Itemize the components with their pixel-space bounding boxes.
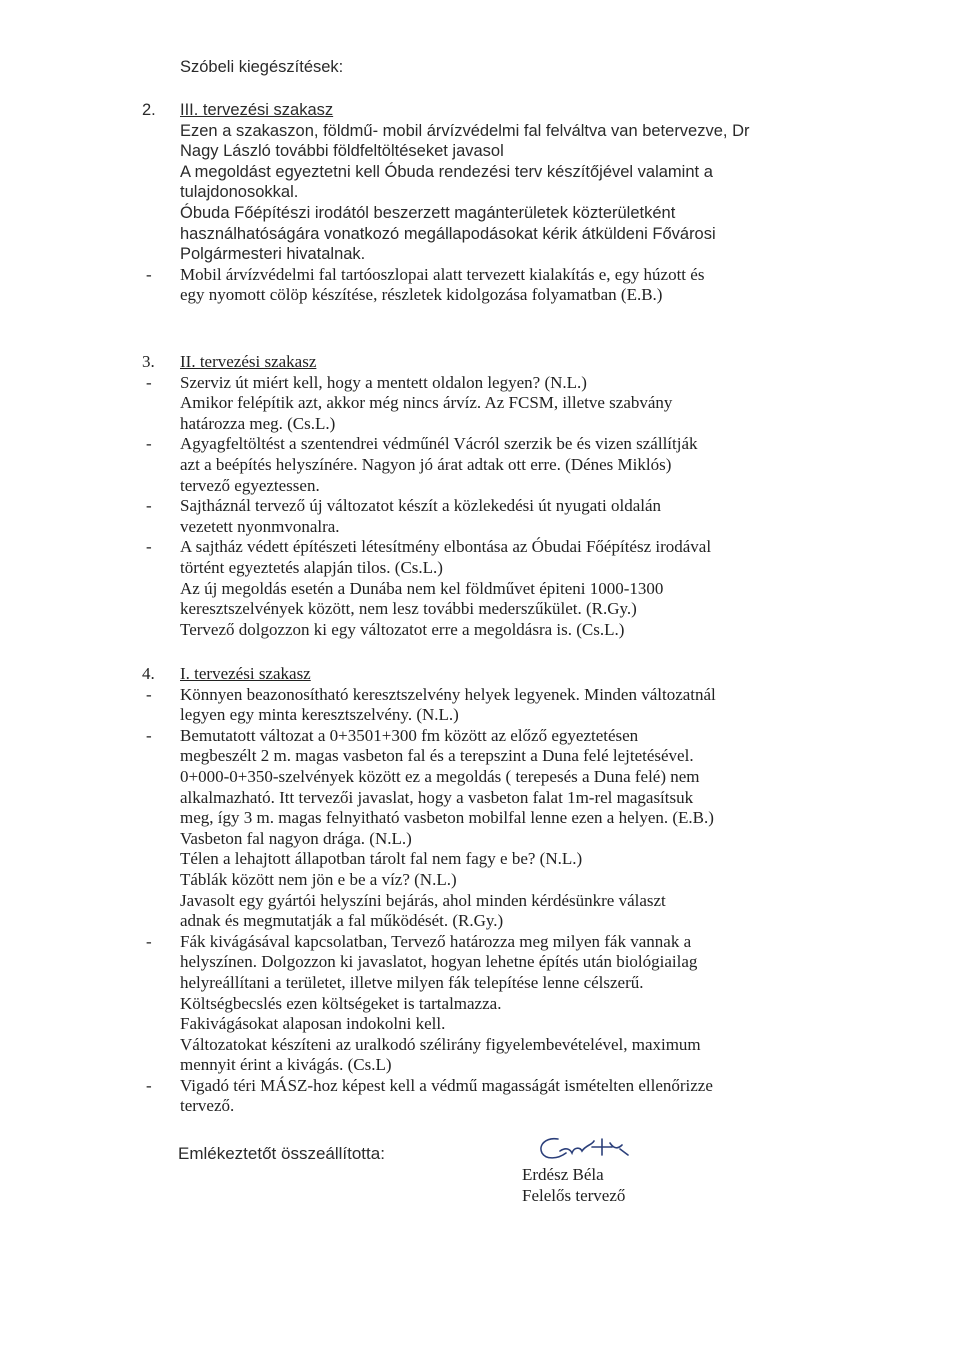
- body-line: Táblák között nem jön e be a víz? (N.L.): [180, 869, 457, 889]
- bullet-dash: -: [146, 264, 152, 284]
- body-line: keresztszelvények között, nem lesz további mederszűkület. (R.Gy.): [180, 599, 637, 619]
- section-3-header: [142, 352, 862, 373]
- signatory: [522, 1164, 625, 1206]
- body-line: Télen a lehajtott állapotban tárolt fal nem fagy e be? (N.L.): [180, 849, 583, 869]
- body-line: Ezen a szakaszon, földmű- mobil árvízvédelmi fal felváltva van betervezve, Dr: [180, 121, 750, 140]
- section-number: 4.: [142, 664, 155, 683]
- body-line: adnak és megmutatják a fal működését. (R.Gy.): [180, 911, 504, 931]
- signatory-name: Erdész Béla: [522, 1165, 604, 1184]
- body-line: Nagy László további földfeltöltéseket javasol: [180, 142, 504, 161]
- intro-heading: Szóbeli kiegészítések:: [180, 58, 344, 76]
- body-line: mennyit érint a kivágás. (Cs.L): [180, 1055, 392, 1075]
- body-line: Változatokat készíteni az uralkodó szélirány figyelembevételével, maximum: [180, 1034, 701, 1054]
- list-item: [142, 726, 862, 932]
- list-item: [142, 1076, 862, 1117]
- body-line: Sajtháznál tervező új változatot készít a közlekedési út nyugati oldalán: [180, 496, 662, 516]
- body-line: Polgármesteri hivatalnak.: [180, 245, 366, 264]
- body-line: meg, így 3 m. magas felnyitható vasbeton mobilfal lenne ezen a helyen. (E.B.): [180, 808, 714, 828]
- body-line: A megoldást egyeztetni kell Óbuda rendezési terv készítőjével valamint a: [180, 162, 713, 181]
- section-2-header: [142, 100, 862, 121]
- body-line: tervező egyeztessen.: [180, 475, 320, 495]
- body-line: Vasbeton fal nagyon drága. (N.L.): [180, 828, 412, 848]
- body-line: helyreállítani a területet, illetve milyen fák telepítése lenne célszerű.: [180, 972, 644, 992]
- compiled-by-label: Emlékeztetőt összeállította:: [178, 1144, 385, 1163]
- list-item: [142, 434, 862, 496]
- bullet-dash: -: [146, 931, 152, 951]
- body-line: Mobil árvízvédelmi fal tartóoszlopai alatt tervezett kialakítás e, egy húzott és: [180, 264, 705, 284]
- section-2-body: [142, 121, 862, 265]
- body-line: azt a beépítés helyszínére. Nagyon jó árat adtak ott erre. (Dénes Miklós): [180, 454, 672, 474]
- body-line: helyszínen. Dolgozzon ki javaslatot, hogyan lehetne építés után biológiailag: [180, 952, 698, 972]
- bullet-dash: -: [146, 496, 152, 516]
- body-line: Tervező dolgozzon ki egy változatot erre a megoldásra is. (Cs.L.): [180, 619, 625, 639]
- section-4: [142, 664, 862, 1117]
- body-line: tulajdonosokkal.: [180, 183, 299, 202]
- bullet-dash: -: [146, 372, 152, 392]
- body-line: legyen egy minta keresztszelvény. (N.L.): [180, 705, 459, 725]
- list-item: [142, 496, 862, 537]
- body-line: megbeszélt 2 m. magas vasbeton fal és a terepszint a Duna felé lejtetésével.: [180, 746, 694, 766]
- bullet-dash: -: [146, 537, 152, 557]
- body-line: történt egyeztetés alapján tilos. (Cs.L.): [180, 557, 443, 577]
- body-line: vezetett nyonmvonalra.: [180, 516, 340, 536]
- body-line: Agyagfeltöltést a szentendrei védműnél Vácról szerzik be és vizen szállítják: [180, 434, 698, 454]
- body-line: alkalmazható. Itt tervezői javaslat, hogy a vasbeton falat 1m-rel magasítsuk: [180, 787, 694, 807]
- body-line: Fák kivágásával kapcsolatban, Tervező határozza meg milyen fák vannak a: [180, 931, 692, 951]
- body-line: tervező.: [180, 1096, 235, 1116]
- section-2: [142, 100, 862, 306]
- section-title: III. tervezési szakasz: [180, 101, 334, 119]
- body-line: Bemutatott változat a 0+3501+300 fm között az előző egyeztetésen: [180, 725, 639, 745]
- list-item: [142, 685, 862, 726]
- bullet-dash: -: [146, 725, 152, 745]
- body-line: Szerviz út miért kell, hogy a mentett oldalon legyen? (N.L.): [180, 372, 587, 392]
- section-number: 2.: [142, 101, 156, 119]
- list-item: [142, 373, 862, 435]
- section-4-header: [142, 664, 862, 685]
- section-number: 3.: [142, 352, 155, 371]
- body-line: Az új megoldás esetén a Dunába nem kel földművet épiteni 1000-1300: [180, 578, 664, 598]
- body-line: határozza meg. (Cs.L.): [180, 413, 336, 433]
- signatory-role: Felelős tervező: [522, 1186, 626, 1205]
- signature-icon: [536, 1133, 636, 1167]
- section-title: I. tervezési szakasz: [180, 664, 311, 683]
- body-line: Könnyen beazonosítható keresztszelvény helyek legyenek. Minden változatnál: [180, 684, 716, 704]
- bullet-dash: -: [146, 684, 152, 704]
- body-line: egy nyomott cölöp készítése, részletek kidolgozása folyamatban (E.B.): [180, 285, 663, 305]
- body-line: A sajtház védett építészeti létesítmény elbontása az Óbudai Főépítész irodával: [180, 537, 712, 557]
- body-line: Óbuda Főépítészi irodától beszerzett magánterületek közterületként: [180, 203, 676, 222]
- body-line: használhatóságára vonatkozó megállapodásokat kérik átküldeni Fővárosi: [180, 224, 716, 243]
- body-line: Vigadó téri MÁSZ-hoz képest kell a védmű magasságát ismételten ellenőrizze: [180, 1075, 713, 1095]
- section-3: [142, 352, 862, 640]
- list-item: [142, 932, 862, 1076]
- body-line: Amikor felépítik azt, akkor még nincs árvíz. Az FCSM, illetve szabvány: [180, 393, 673, 413]
- list-item: [142, 537, 862, 640]
- body-line: 0+000-0+350-szelvények között ez a megoldás ( terepesés a Duna felé) nem: [180, 766, 700, 786]
- bullet-dash: -: [146, 434, 152, 454]
- body-line: Javasolt egy gyártói helyszíni bejárás, ahol minden kérdésünkre választ: [180, 890, 666, 910]
- section-title: II. tervezési szakasz: [180, 352, 317, 371]
- list-item: [142, 265, 862, 306]
- body-line: Költségbecslés ezen költségeket is tartalmazza.: [180, 993, 502, 1013]
- body-line: Fakivágásokat alaposan indokolni kell.: [180, 1014, 446, 1034]
- bullet-dash: -: [146, 1075, 152, 1095]
